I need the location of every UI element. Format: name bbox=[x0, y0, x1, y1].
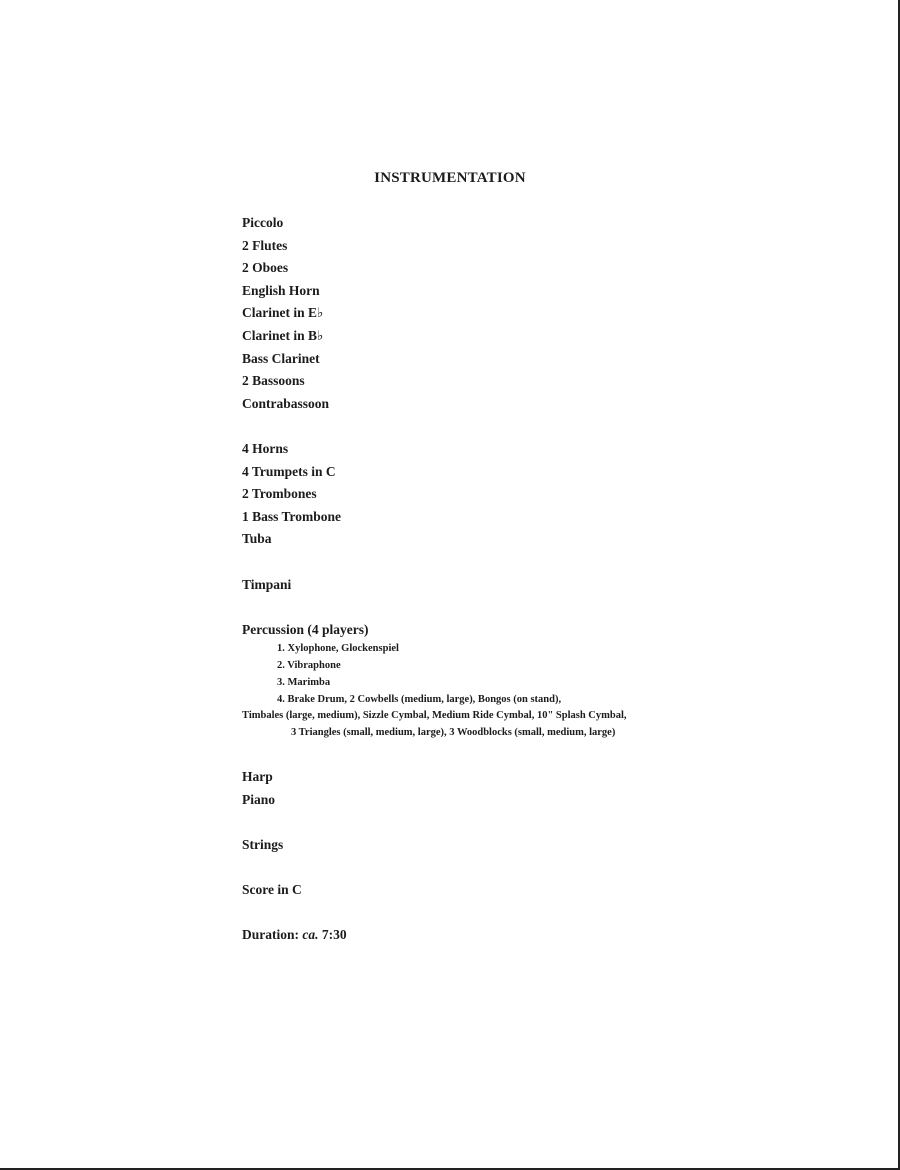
instrument-bassoons: 2 Bassoons bbox=[242, 373, 305, 389]
instrument-tuba: Tuba bbox=[242, 531, 272, 547]
instrument-bass-clarinet: Bass Clarinet bbox=[242, 350, 320, 366]
percussion-player-2: 2. Vibraphone bbox=[277, 660, 341, 672]
page-title: INSTRUMENTATION bbox=[374, 170, 526, 186]
duration-circa: ca. bbox=[302, 927, 319, 943]
percussion-player-1: 1. Xylophone, Glockenspiel bbox=[277, 643, 399, 655]
instrument-piccolo: Piccolo bbox=[242, 215, 284, 230]
instrument-contrabassoon: Contrabassoon bbox=[242, 395, 330, 411]
instrument-strings: Strings bbox=[242, 836, 284, 852]
instrument-piano: Piano bbox=[242, 791, 276, 807]
duration-label: Duration: bbox=[242, 927, 299, 943]
instrument-english-horn: English Horn bbox=[242, 282, 320, 298]
percussion-heading: Percussion (4 players) bbox=[242, 621, 369, 637]
instrument-trumpets: 4 Trumpets in C bbox=[242, 463, 336, 479]
instrument-timpani: Timpani bbox=[242, 576, 292, 592]
instrument-list bbox=[242, 212, 802, 947]
instrument-clarinet-bb: Clarinet in B♭ bbox=[242, 327, 324, 343]
duration bbox=[242, 924, 802, 947]
instrument-harp: Harp bbox=[242, 769, 273, 785]
instrument-horns: 4 Horns bbox=[242, 440, 289, 456]
instrument-flutes: 2 Flutes bbox=[242, 237, 288, 253]
instrument-oboes: 2 Oboes bbox=[242, 260, 289, 276]
percussion-player-3: 3. Marimba bbox=[277, 676, 331, 688]
instrument-trombones: 2 Trombones bbox=[242, 486, 317, 502]
instrument-bass-trombone: 1 Bass Trombone bbox=[242, 508, 342, 524]
percussion-player-4-line-3: 3 Triangles (small, medium, large), 3 Woodblocks (small, medium, large) bbox=[291, 727, 616, 739]
score-key: Score in C bbox=[242, 882, 302, 898]
instrument-clarinet-eb: Clarinet in E♭ bbox=[242, 305, 324, 321]
duration-value: 7:30 bbox=[321, 927, 347, 943]
percussion-player-4: 4. Brake Drum, 2 Cowbells (medium, large), Bongos (on stand), bbox=[277, 693, 562, 705]
percussion-player-4-line-2: Timbales (large, medium), Sizzle Cymbal, Medium Ride Cymbal, 10" Splash Cymbal, bbox=[242, 710, 627, 722]
